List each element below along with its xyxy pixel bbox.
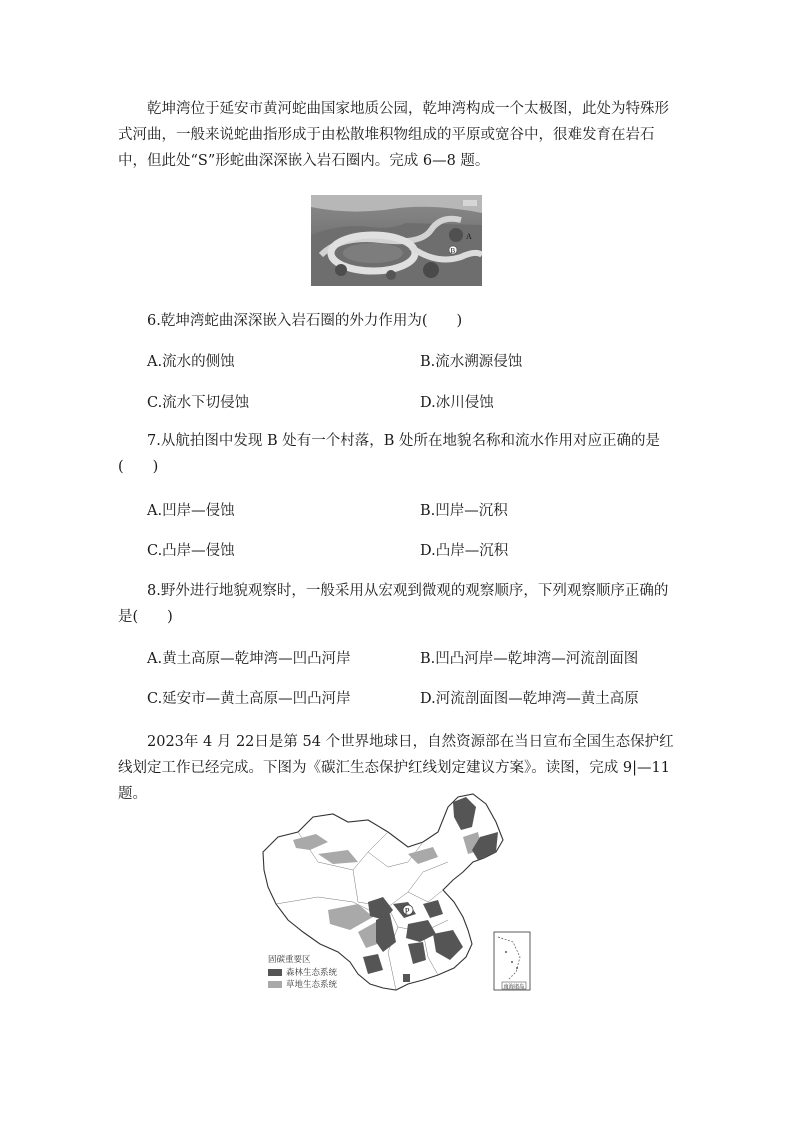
legend-grass-label: 草地生态系统 [286,980,338,990]
question-8-option-c: C.延安市—黄土高原—凹凸河岸 [147,691,351,707]
question-6-option-a: A.流水的侧蚀 [147,354,235,370]
photo-label-b: B [450,247,456,255]
question-7-option-d: D.凸岸—沉积 [420,543,509,559]
question-7-option-c: C.凸岸—侵蚀 [147,543,235,559]
legend-grass [268,978,337,990]
meander-aerial-photo [311,195,482,286]
question-8-stem: 8.野外进行地貌观察时，一般采用从宏观到微观的观察顺序，下列观察顺序正确的是( ) [118,583,669,625]
forest-swatch [268,969,282,976]
inset-label: 南海诸岛 [503,983,525,990]
grass-swatch [268,981,282,988]
intro-paragraph-1: 乾坤湾位于延安市黄河蛇曲国家地质公园，乾坤湾构成一个太极图，此处为特殊形式河曲，一般来说蛇曲指形成于由松散堆积物组成的平原或宽谷中，很难发育在岩石中，但此处“S”形蛇曲深深嵌入岩石圈内。完成 6—8 题。 [118,101,669,169]
intro-paragraph-2: 2023年 4 月 22日是第 54 个世界地球日，自然资源部在当日宣布全国生态保护红线划定工作已经完成。下图为《碳汇生态保护红线划定建议方案》。读图，完成 9|—11 题。 [118,734,674,802]
question-6-stem: 6.乾坤湾蛇曲深深嵌入岩石圈的外力作用为( ) [147,313,463,329]
question-6-option-b: B.流水溯源侵蚀 [420,354,523,370]
question-6-option-d: D.冰川侵蚀 [420,395,494,411]
map-label-p: P [404,905,410,916]
photo-label-a: A [466,232,472,241]
question-7-stem: 7.从航拍图中发现 B 处有一个村落，B 处所在地貌名称和流水作用对应正确的是( ) [118,433,660,475]
question-8-option-d: D.河流剖面图—乾坤湾—黄土高原 [420,691,639,707]
question-6-option-c: C.流水下切侵蚀 [147,395,250,411]
question-8-option-b: B.凹凸河岸—乾坤湾—河流剖面图 [420,651,639,667]
question-8-option-a: A.黄土高原—乾坤湾—凹凸河岸 [147,651,351,667]
legend-forest-label: 森林生态系统 [286,968,338,978]
legend-forest [268,966,337,978]
map-legend-title: 固碳重要区 [268,955,311,965]
question-7-option-a: A.凹岸—侵蚀 [147,503,235,519]
question-7-option-b: B.凹岸—沉积 [420,503,508,519]
